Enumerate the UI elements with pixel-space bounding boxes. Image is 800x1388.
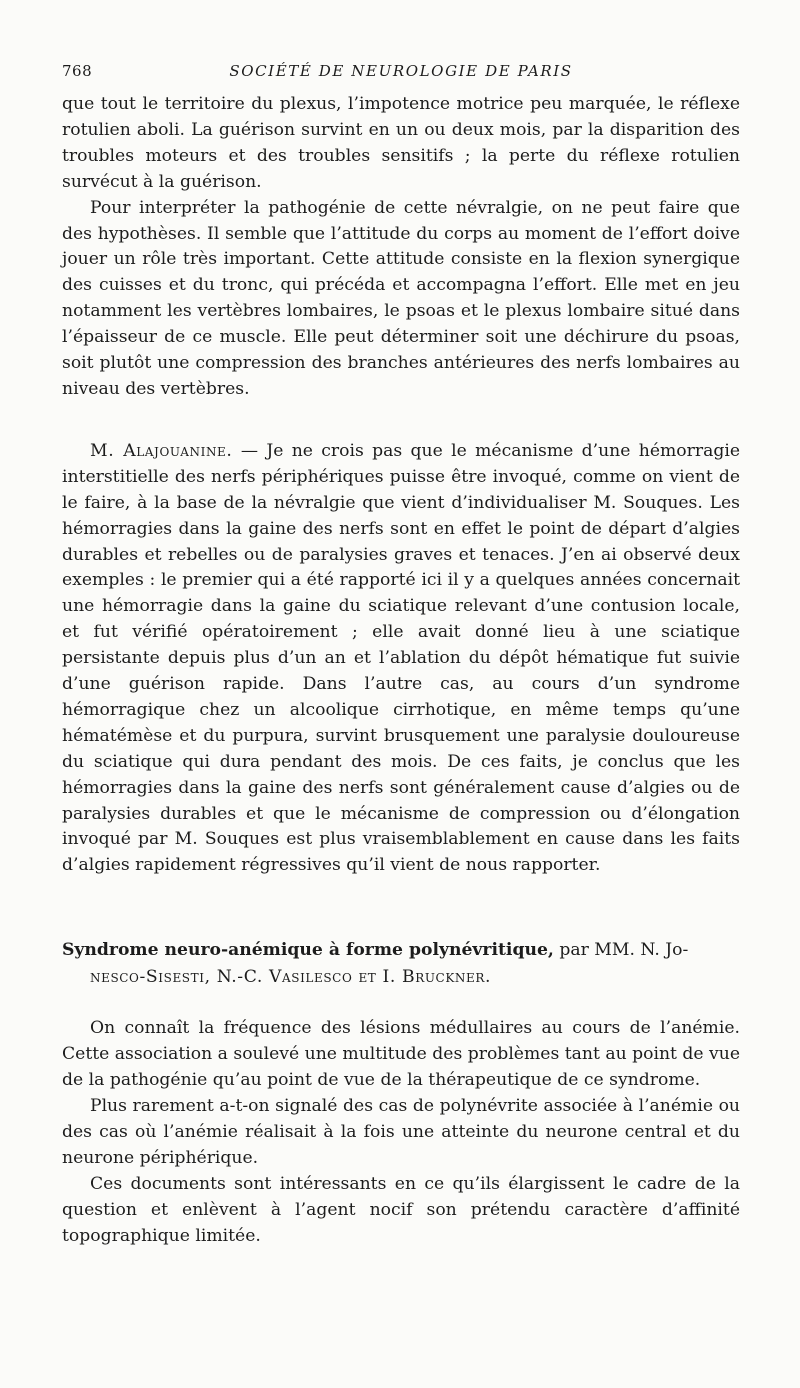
discussion-text: — Je ne crois pas que le mécanisme d’une hémorragie interstitielle des nerfs périphériques puisse être invoqué, comme on vient de le faire, à la base de la névralgie que vient d’individualiser M. Souques. Les hémorragies dans la gaine des nerfs sont en effet le point de départ d’algies durables et rebelles ou de paralysies graves et tenaces. J’en ai observé deux exemples : le premier qui a été rapporté ici il y a quelques années concernait une hémorragie dans la gaine du sciatique relevant d’une contusion locale, et fut vérifié opératoirement ; elle avait donné lieu à une sciatique persistante depuis plus d’un an et l’ablation du dépôt hématique fut suivie d’une guérison rapide. Dans l’autre cas, au cours d’un syndrome hémorragique chez un alcoolique cirrhotique, en même temps qu’une hématémèse et du purpura, survint brusquement une paralysie douloureuse du sciatique qui dura pendant des mois. De ces faits, je conclus que les hémorragies dans la gaine des nerfs sont généralement cause d’algies ou de paralysies durables et que le mécanisme de compression ou d’élongation invoqué par M. Souques est plus vraisemblablement en cause dans les faits d’algies rapidement régressives qu’il vient de nous rapporter.: [62, 440, 740, 876]
section-heading: [62, 937, 740, 964]
running-title: SOCIÉTÉ DE NEUROLOGIE DE PARIS: [229, 62, 573, 80]
page-number: 768: [62, 62, 93, 80]
section-paragraph-2: Plus rarement a-t-on signalé des cas de polynévrite associée à l’anémie ou des cas où l’anémie réalisait à la fois une atteinte du neurone central et du neurone périphérique.: [62, 1096, 740, 1168]
section-paragraph-3: Ces documents sont intéressants en ce qu’ils élargissent le cadre de la question et enlèvent à l’agent nocif son prétendu caractère d’affinité topographique limitée.: [62, 1173, 740, 1246]
page-header: [62, 62, 740, 92]
section-by: par MM. N. Jo-: [559, 940, 689, 961]
discussion-paragraph: [62, 439, 740, 879]
journal-page: [62, 62, 740, 1249]
body-paragraph-2: Pour interpréter la pathogénie de cette névralgie, on ne peut faire que des hypothèses. Il semble que l’attitude du corps au moment de l’effort doive jouer un rôle très important. Cette attitude consiste en la flexion synergique des cuisses et du tronc, qui précéda et accompagna l’effort. Elle met en jeu notamment les vertèbres lombaires, le psoas et le plexus lombaire situé dans l’épaisseur de ce muscle. Elle peut déterminer soit une déchirure du psoas, soit plutôt une compression des branches antérieures des nerfs lombaires au niveau des vertèbres.: [62, 197, 740, 399]
section-title: Syndrome neuro-anémique à forme polynévritique,: [62, 940, 554, 961]
body-paragraph-1: que tout le territoire du plexus, l’impotence motrice peu marquée, le réflexe rotulien aboli. La guérison survint en un ou deux mois, par la disparition des troubles moteurs et des troubles sensitifs ; la perte du réflexe rotulien survécut à la guérison.: [62, 94, 740, 192]
section-authors: nesco-Sisesti, N.-C. Vasilesco et I. Bruckner.: [90, 966, 492, 987]
section-paragraph-1: On connaît la fréquence des lésions médullaires au cours de l’anémie. Cette association a soulevé une multitude des problèmes tant au point de vue de la pathogénie qu’au point de vue de la thérapeutique de ce syndrome.: [62, 1018, 740, 1091]
speaker-name: M. Alajouanine.: [90, 440, 233, 461]
section-authors-line: [62, 964, 740, 991]
